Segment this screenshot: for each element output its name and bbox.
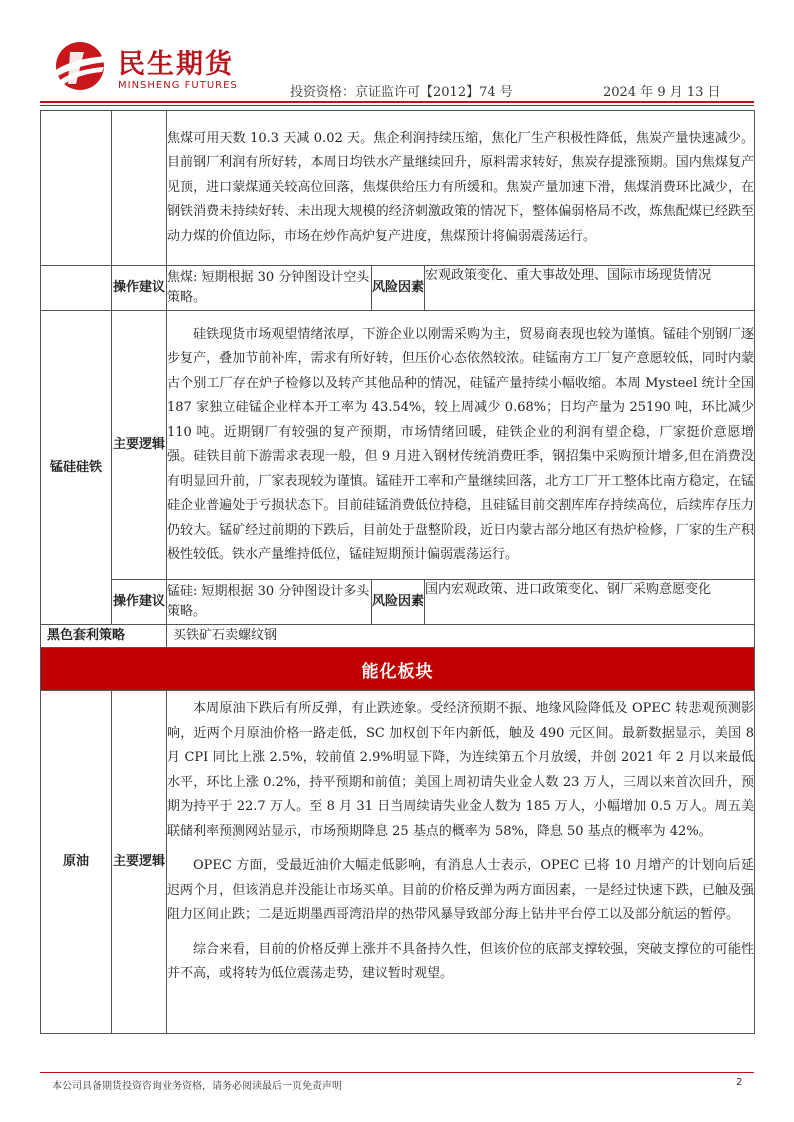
silicon-logic-text-cell (167, 311, 755, 580)
coke-operation-label: 操作建议 (112, 266, 167, 311)
crude-logic-label: 主要逻辑 (112, 691, 167, 1034)
header-rule-thin (40, 105, 754, 106)
coke-logic-label-cell (112, 111, 167, 266)
crude-paragraph-3: 综合来看，目前的价格反弹上涨并不具备持久性，但该价位的底部支撑较强，突破支撑位的可能性并不高，或将转为低位震荡走势，建议暂时观望。 (167, 941, 755, 981)
logo-chinese-name: 民生期货 (118, 49, 234, 80)
coke-category-cell (41, 111, 112, 266)
coke-logic-text: 焦煤可用天数 10.3 天减 0.02 天。焦企利润持续压缩，焦化厂生产积极性降低，焦炭产量快速减少。目前钢厂利润有所好转，本周日均铁水产量继续回升，原料需求转好，焦炭存提涨预期。国内焦煤复产见顶，进口蒙煤通关较高位回落，焦煤供给压力有所缓和。焦炭产量加速下滑，焦煤消费环比减少，在钢铁消费未持续好转、未出现大规模的经济刺激政策的情况下，整体偏弱格局不改，炼焦配煤已经跌至动力煤的价值边际，市场在炒作高炉复产进度，焦煤预计将偏弱震荡运行。 (167, 130, 755, 244)
logo-english-name: MINSHENG FUTURES (118, 80, 238, 91)
silicon-logic-label: 主要逻辑 (112, 311, 167, 580)
crude-category-label: 原油 (41, 691, 112, 1034)
silicon-risk-label: 风险因素 (372, 580, 425, 625)
silicon-logic-text: 硅铁现货市场观望情绪浓厚，下游企业以刚需采购为主，贸易商表现也较为谨慎。锰硅个别钢厂逐步复产，叠加节前补库，需求有所好转，但压价心态依然较浓。硅锰南方工厂复产意愿较低，同时内蒙古个别工厂存在炉子检修以及转产其他品种的情况，硅锰产量持续小幅收缩。本周 Mysteel 统计全国 187 家独立硅锰企业样本开工率为 43.54%，较上周减少 0.68%；日均产量为 25190 吨，环比减少 110 吨。近期钢厂有较强的复产预期，市场情绪回暖，硅铁企业的利润有望企稳，厂家挺价意愿增强。硅铁目前下游需求表现一般，但 9 月进入钢材传统消费旺季，钢招集中采购预计增多,但在消费没有明显回升前，厂家表现较为谨慎。锰硅开工率和产量继续回落，北方工厂开工整体比南方稳定，在锰硅企业普遍处于亏损状态下。目前硅锰消费低位持稳，且硅锰目前交割库库存持续高位，后续库存压力仍较大。锰矿经过前期的下跌后，目前处于盘整阶段，近日内蒙古部分地区有热炉检修，厂家的生产积极性较低。铁水产量维持低位，锰硅短期预计偏弱震荡运行。 (167, 326, 755, 562)
crude-row (41, 691, 755, 1034)
silicon-risk-text: 国内宏观政策、进口政策变化、钢厂采购意愿变化 (425, 580, 755, 625)
coke-risk-text: 宏观政策变化、重大事故处理、国际市场现货情况 (425, 266, 755, 311)
silicon-operation-row (41, 580, 755, 625)
silicon-operation-label: 操作建议 (112, 580, 167, 625)
silicon-category-label: 锰硅硅铁 (41, 311, 112, 625)
crude-logic-text-cell (167, 691, 755, 1034)
minsheng-logo-icon (50, 40, 110, 92)
coke-operation-text: 焦煤: 短期根据 30 分钟图设计空头策略。 (167, 266, 372, 311)
header-rule-thick (40, 101, 754, 103)
silicon-logic-row (41, 311, 755, 580)
coke-logic-text-cell (167, 111, 755, 266)
arbitrage-text: 买铁矿石卖螺纹钢 (167, 625, 755, 648)
energy-section-title: 能化板块 (41, 648, 755, 691)
crude-paragraph-2: OPEC 方面，受最近油价大幅走低影响，有消息人士表示，OPEC 已将 10 月增产的计划向后延迟两个月，但该消息并没能让市场买单。目前的价格反弹为两方面因素，一是经过快速下跌，已触及强阻力区间止跌；二是近期墨西哥湾沿岸的热带风暴导致部分海上钻井平台停工以及部分航运的暂停。 (167, 858, 755, 922)
silicon-operation-text: 锰硅: 短期根据 30 分钟图设计多头策略。 (167, 580, 372, 625)
footer-disclaimer: 本公司具备期货投资咨询业务资格，请务必阅读最后一页免责声明 (52, 1081, 342, 1092)
coke-risk-label: 风险因素 (372, 266, 425, 311)
arbitrage-row (41, 625, 755, 648)
energy-section-row (41, 648, 755, 691)
page-header (0, 0, 794, 105)
crude-paragraph-1: 本周原油下跌后有所反弹，有止跌迹象。受经济预期不振、地缘风险降低及 OPEC 转悲观预测影响，近两个月原油价格一路走低，SC 加权创下年内新低，触及 490 元区间。最新数据显示，美国 8 月 CPI 同比上涨 2.5%，较前值 2.9%明显下降，为连续第五个月放缓，并创 2021 年 2 月以来最低水平，环比上涨 0.2%，持平预期和前值；美国上周初请失业金人数 23 万人，三周以来首次回升，预期为持平于 22.7 万人。至 8 月 31 日当周续请失业金人数为 185 万人，小幅增加 0.5 万人。周五美联储利率预测网站显示，市场预期降息 25 基点的概率为 58%，降息 50 基点的概率为 42%。 (167, 701, 755, 839)
report-date: 2024 年 9 月 13 日 (603, 85, 721, 100)
coke-logic-row (41, 111, 755, 266)
coke-operation-row (41, 266, 755, 311)
page-number: 2 (736, 1077, 743, 1088)
coke-category-cell-2 (41, 266, 112, 311)
arbitrage-label: 黑色套利策略 (41, 625, 167, 648)
commodity-analysis-table (40, 110, 755, 1034)
footer-rule (40, 1072, 754, 1073)
qualification-text: 投资资格：京证监许可【2012】74 号 (290, 85, 513, 100)
